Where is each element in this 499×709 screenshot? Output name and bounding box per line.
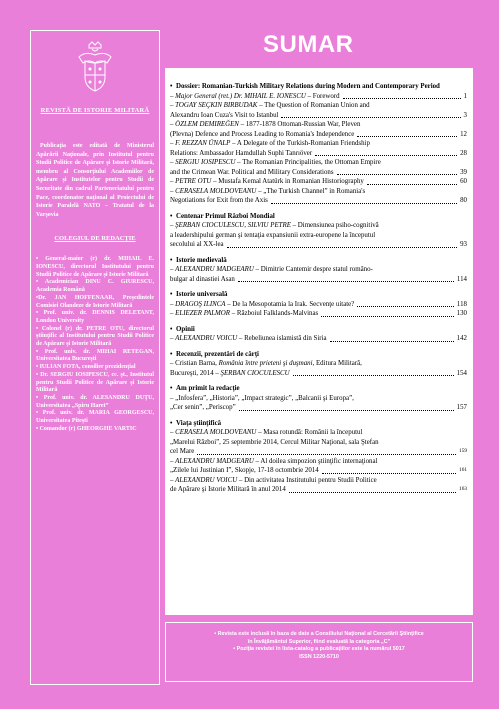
page-number: 154 [456, 369, 467, 377]
toc-entry: – PETRE OTU – Mustafa Kemal Atatürk in Romanian Historiography 60 [170, 178, 467, 185]
page-number: 1 [463, 92, 467, 100]
issn: ISSN 1220-5710 [299, 653, 339, 660]
page-number: 157 [456, 404, 467, 411]
toc-entry: – Major General (ret.) Dr. MIHAIL E. IONESCU – Foreword 1 [170, 92, 467, 100]
page-number: 39 [460, 168, 467, 176]
page-number: 118 [456, 300, 467, 308]
toc-entry: – ELIEZER PALMOR – Războiul Falklands-Malvinas 130 [170, 310, 467, 317]
magazine-title: REVISTĂ DE ISTORIE MILITARĂ [40, 107, 150, 114]
board-member: • Prof. univ. dr. ALESANDRU DUŢU, Universitatea „Spiru Haret” [36, 395, 154, 409]
toc-section: • Dossier: Romanian-Turkish Military Relations during Modern and Contemporary Period [170, 83, 440, 90]
page-number: 12 [460, 130, 467, 138]
toc-entry: – „Infosfera”, „Historia”, „Impact strategic”, „Balcanii şi Europa”, „Cer senin”, „Periscop” 157 [170, 394, 467, 411]
board-member: • Colonel (r) dr. PETRE OTU, directorul ştiinţific al Institutului pentru Studii Politice de Apărare şi Istorie Militară [36, 325, 154, 348]
board-member: •Dr. JAN HOFFENAAR, Preşedintele Comisiei Olandeze de Istorie Militară [36, 294, 154, 309]
board-member: • Comandor (r) GHEORGHE VARTIC [36, 425, 137, 432]
page-number: 130 [456, 310, 467, 317]
toc-section: • Centenar Primul Război Mondial [170, 212, 275, 220]
page-number: 3 [463, 111, 467, 119]
toc-entry: – F. REZZAN ÜNALP – A Delegate of the Turkish-Romanian Friendship Relations: Ambassador Hamdullah Suphi Tanrıöver 28 [170, 140, 467, 157]
editorial-board-title: COLEGIUL DE REDACŢIE [54, 235, 136, 243]
page-number: 28 [460, 149, 467, 157]
editorial-sidebar [30, 30, 160, 685]
board-member: • General-maior (r) dr. MIHAIL E. IONESCU, directorul Institutului pentru Studii Politice de Apărare şi Istorie Militară [36, 256, 154, 278]
page-number: 114 [456, 275, 467, 283]
toc-entry: – ÖZLEM DEMIREĞEN – 1877-1878 Ottoman-Russian War, Pleven (Plevna) Defence and Process Leading to Romania's Independence 12 [170, 121, 467, 138]
board-member: • IULIAN FOTA, consilier prezidenţial [36, 364, 136, 371]
toc-entry: – Cristian Barna, România între prieteni şi duşmani, Editura Militară, Bucureşti, 2014 – ŞERBAN CIOCULESCU 154 [170, 360, 467, 377]
page-number: 60 [460, 178, 467, 185]
toc-section: • Am primit la redacţie [170, 385, 240, 392]
romanian-crest-icon [75, 41, 115, 95]
page-number: 80 [460, 197, 467, 204]
page-number: 159 [459, 448, 467, 454]
toc-section: • Viaţa ştiinţifică [170, 419, 222, 427]
board-member: • Prof. univ. dr. DENNIS DELETANT, London University [36, 310, 154, 324]
toc-entry: – DRAGOŞ ILINCA – De la Mesopotamia la Irak. Secvenţe uitate? 118 [170, 300, 467, 308]
toc-entry: – ALEXANDRU MADGEARU – Dimitrie Cantemir despre statul româno- bulgar al dinastiei Asan 114 [170, 266, 467, 283]
table-of-contents [165, 68, 473, 615]
footer-line: • Revista este inclusă în baza de date a Consiliului Naţional al Cercetării Ştiinţifice [214, 631, 424, 637]
page-number: 161 [459, 467, 467, 473]
toc-entry: – ALEXANDRU VOICU – Rebeliunea islamistă din Siria 142 [170, 335, 467, 342]
toc-entry: – CERASELA MOLDOVEANU – Masa rotundă: Românii la începutul „Marelui Război”, 25 septembrie 2014, Cercul Militar Naţional, sala Ştefan cel Mare 159 [170, 429, 467, 455]
toc-entry: – ALEXANDRU MADGEARU – Al doilea simpozion ştiinţific internaţional „Zilele lui Justinian I”, Skopje, 17-18 octombrie 2014 161 [170, 457, 467, 474]
page-title: SUMAR [263, 31, 354, 58]
toc-entry: – ŞERBAN CIOCULESCU, SILVIU PETRE – Dimensiunea psiho-cognitivă a leadershipului german şi tentaţia expansiunii extra-europene la începutul secolului al XX-lea 93 [170, 222, 467, 248]
board-member: • Prof. univ. dr. MIHAI RETEGAN, Universitatea Bucureşti [36, 348, 154, 363]
toc-entry: – ALEXANDRU VOICU – Din activitatea Institutului pentru Studii Politice de Apărare şi Istorie Militară în anul 2014 163 [170, 476, 467, 493]
page-number: 93 [460, 241, 467, 248]
board-member: • Dr. SERGIU IOSIPESCU, cc. şt., Institutul pentru Studii Politice de Apărare şi Istorie Militară [36, 371, 154, 394]
footer-line: • Poziţia revistei în lista-catalog a publicaţiilor este la numărul 5017 [233, 646, 405, 653]
board-member: • Prof. univ. dr. MARIA GEORGESCU, Universitatea Piteşti [36, 410, 154, 425]
toc-entry: – CERASELA MOLDOVEANU – „The Turkish Channel” in Romania's Negotiations for Exit from the Axis 80 [170, 187, 467, 204]
toc-section: • Opinii [170, 325, 195, 333]
publication-description: Publicaţia este editată de Ministerul Apărării Naţionale, prin Institutul pentru Studii Politice de Apărare şi Istorie Militară, membru al Consorţiului Academiilor de Apărare şi Institutelor pentru Studii de Securitate din cadrul Parteneriatului pentru Pace, coordonator naţional al Proiectului de Istorie Paralelă NATO – Tratatul de la Varşovia [36, 143, 154, 218]
board-members [36, 256, 154, 433]
toc-section: • Istorie universală [170, 291, 228, 298]
toc-section: • Istorie medievală [170, 256, 227, 264]
publication-footer [165, 622, 473, 682]
footer-line: în Învăţământul Superior, fiind evaluată la categoria „C” [247, 638, 391, 645]
toc-entry: – TOGAY SEÇKIN BIRBUDAK – The Question of Romanian Union and Alexandru Ioan Cuza's Visit to Istanbul 3 [170, 102, 467, 119]
page-number: 163 [459, 486, 467, 492]
page-number: 142 [456, 335, 467, 342]
board-member: • Academician DINU C. GIURESCU, Academia Română [36, 279, 154, 294]
toc-section: • Recenzii, prezentări de cărţi [170, 350, 259, 358]
toc-entry: – SERGIU IOSIPESCU – The Romanian Principalities, the Ottoman Empire and the Crimean War. Political and Military Considerations 39 [170, 159, 467, 176]
